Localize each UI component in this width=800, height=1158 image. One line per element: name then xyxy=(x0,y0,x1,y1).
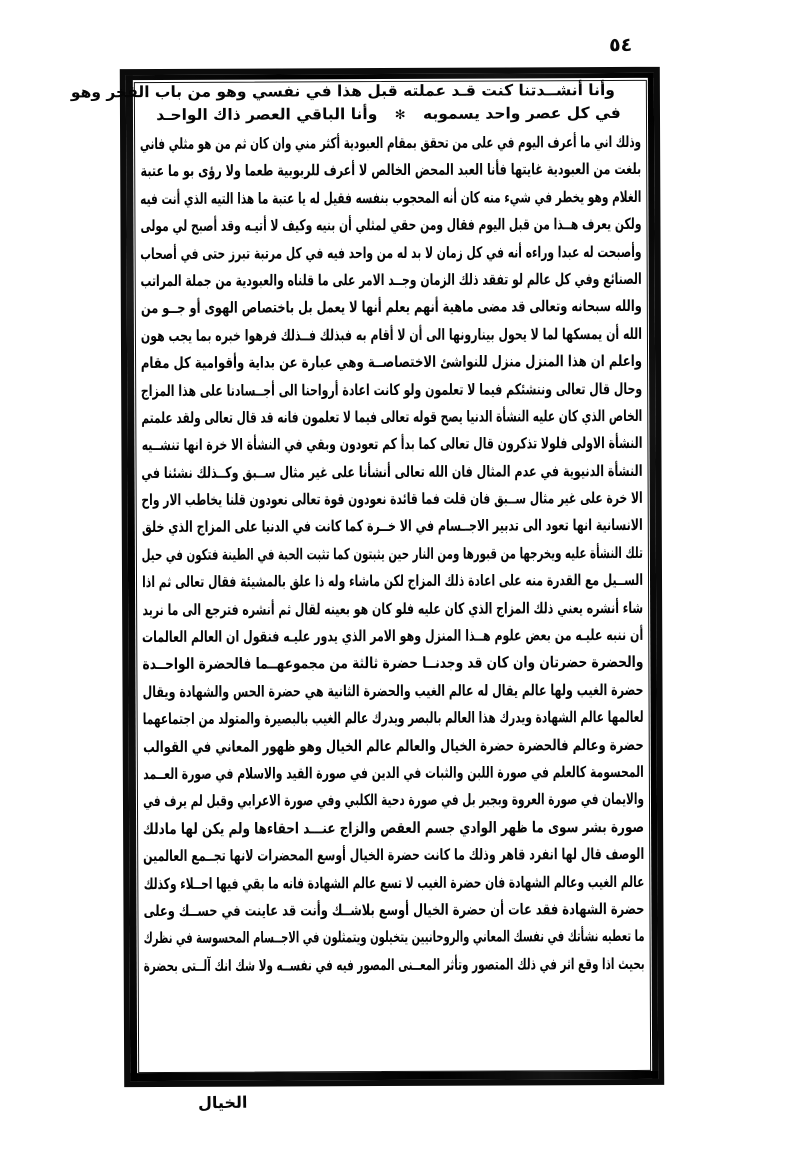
prose-line xyxy=(140,156,641,186)
prose-line xyxy=(142,567,643,597)
prose-line xyxy=(142,595,643,625)
verse-hemistich-right: في كل عصر واحد يسموبه xyxy=(422,103,621,123)
prose-line xyxy=(143,786,644,816)
prose-line xyxy=(143,841,644,871)
prose-line-text: الانسانية انها تعود الى تدبير الاجــسام في الا خــرة كما كانت في الدنيا على المزاج الذي خلق xyxy=(141,516,643,537)
prose-line-text: عالم الغيب وعالم الشهادة فان حضرة الغيب لا تسع عالم الشهادة فانه ما بقي فيها احــلاء وكذلك xyxy=(143,872,645,893)
prose-line xyxy=(140,184,641,214)
text-body xyxy=(70,79,645,1077)
prose-line xyxy=(142,540,643,570)
prose-line xyxy=(142,485,643,515)
prose-line-text: ما تعطيه نشأتك في نفسك المعاني والروحانيين يتخيلون ويتمثلون في الاجــسام المحسوسة في نظرك xyxy=(143,927,645,948)
prose-line-text: صورة بشر سوى ما ظهر الوادي جسم العقص والزاج عنـــد احقاءها ولم يكن لها مادلك xyxy=(143,817,645,838)
prose-line xyxy=(143,704,644,734)
prose-block xyxy=(140,129,645,980)
prose-line xyxy=(143,814,644,844)
prose-line-text: بلغت من العبودية غايتها فأنا العبد المحض الخالص لا أعرف للربوبية طعما ولا رؤى بو ما عتبة xyxy=(140,160,642,181)
prose-line-text: الغلام وهو يخطر في شيء منه كان أنه المحجوب بنفسه فقيل له يا عتبة ما هذا التيه الذي أنت فيه xyxy=(140,187,642,208)
prose-line-text: الســيل مع القدرة منه على اعادة ذلك المزاج لكن ماشاء وله ذا علق بالمشيئة فقال تعالى ثم اذا xyxy=(142,571,644,592)
prose-line-text: الوصف قال لها انفرد قاهر وذلك ما كانت حضرة الخيال أوسع المحضرات لانها تجــمع العالمين xyxy=(143,845,645,866)
prose-line-text: وذلك اني ما أعرف اليوم في على من تحقق بمقام العبودية أكثر مني وان كان ثم من هو مثلي فاني xyxy=(140,132,642,154)
prose-line-text: لعالمها عالم الشهادة ويدرك هذا العالم بالبصر ويدرك عالم الغيب بالبصيرة والمتولد من اجتماعهما xyxy=(142,708,644,729)
prose-line xyxy=(141,430,642,460)
prose-line-text: حضرة الشهادة فقد عات أن حضرة الخيال أوسع بلاشــك وأنت قد عاينت في حســك وعلى xyxy=(143,899,645,921)
prose-line-text: بحيث اذا وقع اثر في ذلك المتصور وتأثر المعــنى المصور فيه في نفســه ولا شك انك آلــتى بحضرة xyxy=(143,954,645,975)
prose-line-text: تلك النشأة عليه ويخرجها من قبورها ومن النار حين يثبتون كما تثبت الحبة في الطينة فتكون في حيل xyxy=(141,543,643,564)
verse-separator-icon: ✻ xyxy=(394,107,406,123)
catchword: الخيال xyxy=(197,1092,248,1113)
prose-line xyxy=(144,923,645,953)
prose-line-text: واعلم ان هذا المنزل منزل للنواشئ الاختصاصــة وهي عبارة عن بداية وأقوامية كل مقام xyxy=(141,352,643,373)
prose-line xyxy=(142,649,643,679)
prose-line-text: النشأة الدنيوية في عدم المثال فان الله تعالى أنشأنا على غير مثال ســبق وكــذلك نشئنا في xyxy=(141,461,643,482)
verse-line-1: وأنا أنشــدتنا كنت قـد عملته قبل هذا في نفسي وهو من باب الفخر وهو xyxy=(70,81,615,102)
prose-line xyxy=(141,238,642,268)
prose-line-text: شاء أنشره يعني ذلك المزاج الذي كان عليه فلو كان هو بعينه لقال ثم أنشره فترجع الى ما نريد xyxy=(142,598,644,619)
folio-number: ٥٤ xyxy=(608,33,633,57)
prose-line xyxy=(141,375,642,405)
prose-line-text: والحضرة حضرتان وان كان قد وجدنــا حضرة ثالثة من مجموعهــما فالحضرة الواحــدة xyxy=(142,653,644,674)
prose-line-text: وأصبحت له عبدا وراءه أنه في كل زمان لا بد له من واحد فيه في كل مرتبة تبرز حتى في أصحاب xyxy=(140,242,642,263)
prose-line xyxy=(141,403,642,433)
verse-line-2 xyxy=(140,102,641,128)
prose-line-text: الصنائع وفي كل عالم لو تفقد ذلك الزمان وجــد الامر على ما قلناه والعبودية من جملة المراتب xyxy=(140,269,642,291)
prose-line-text: ولكن يعرف هــذا من قبل اليوم فقال ومن حقي لمثلي أن بنيه وكيف لا أتيـه وقد أصبح لي مولى xyxy=(140,215,642,236)
prose-line xyxy=(140,129,641,159)
prose-line xyxy=(144,951,645,981)
prose-line xyxy=(141,321,642,351)
prose-line xyxy=(143,868,644,898)
prose-line-text: والله سبحانه وتعالى قد مضى ماهية أنهم يعلم أنها لا يعمل بل باختصاص الهوى أو جــو من xyxy=(140,297,642,318)
prose-line xyxy=(142,512,643,542)
prose-line-text: الخاص الذي كان عليه النشأة الدنيا يصح قوله تعالى فيما لا تعلمون فانه قد قال تعالى ولقد علمتم xyxy=(141,406,643,427)
prose-line xyxy=(142,677,643,707)
prose-line-text: حضرة الغيب ولها عالم يقال له عالم الغيب والحضرة الثانية هي حضرة الحس والشهادة ويقال xyxy=(142,680,644,701)
prose-line-text: وحال قال تعالى وننشئكم فيما لا تعلمون ولو كانت اعادة أرواحنا الى أجــسادنا على هذا المزاج xyxy=(141,379,643,400)
prose-line-text: الله أن يمسكها لما لا يحول بينارونها الى أن لا أقام به فبذلك فــذلك فرهوا خبره بما يجب هون xyxy=(140,324,642,345)
prose-line-text: والايمان في صورة العروة وبجبر بل في صورة دحية الكلبي وفي صورة الاعرابي وقبل لم يرف في xyxy=(143,790,645,811)
text-frame xyxy=(70,67,664,1087)
prose-line-text: الا خرة على غير مثال ســبق فان قلت فما قائدة نعودون قوة تعالى نعودون قلنا يخاطب الار واح xyxy=(141,488,643,510)
prose-line xyxy=(143,896,644,926)
prose-line-text: حضرة وعالم فالحضرة حضرة الخيال والعالم عالم الخيال وهو ظهور المعاني في القوالب xyxy=(143,735,644,756)
verse-hemistich-left: وأنا الباقي العصر ذاك الواحـد xyxy=(156,105,378,125)
prose-line xyxy=(142,622,643,652)
prose-line xyxy=(141,293,642,323)
prose-line xyxy=(140,211,641,241)
prose-line xyxy=(141,348,642,378)
prose-line xyxy=(143,731,644,761)
prose-line-text: النشأة الاولى فلولا تذكرون قال تعالى كما بدأ كم تعودون وبقي في النشأة الا خرة انها تنشــيه xyxy=(141,434,643,455)
prose-line-text: المحسومة كالعلم في صورة اللبن والثبات في الدين في صورة القيد والاسلام في صورة العــمد xyxy=(143,762,644,784)
prose-line xyxy=(143,759,644,789)
prose-line xyxy=(141,266,642,296)
prose-line xyxy=(141,458,642,488)
prose-line-text: أن ننبه عليـه من بعض علوم هــذا المنزل وهو الامر الذي يدور عليـه فنقول ان العالم العالمات xyxy=(142,625,644,647)
